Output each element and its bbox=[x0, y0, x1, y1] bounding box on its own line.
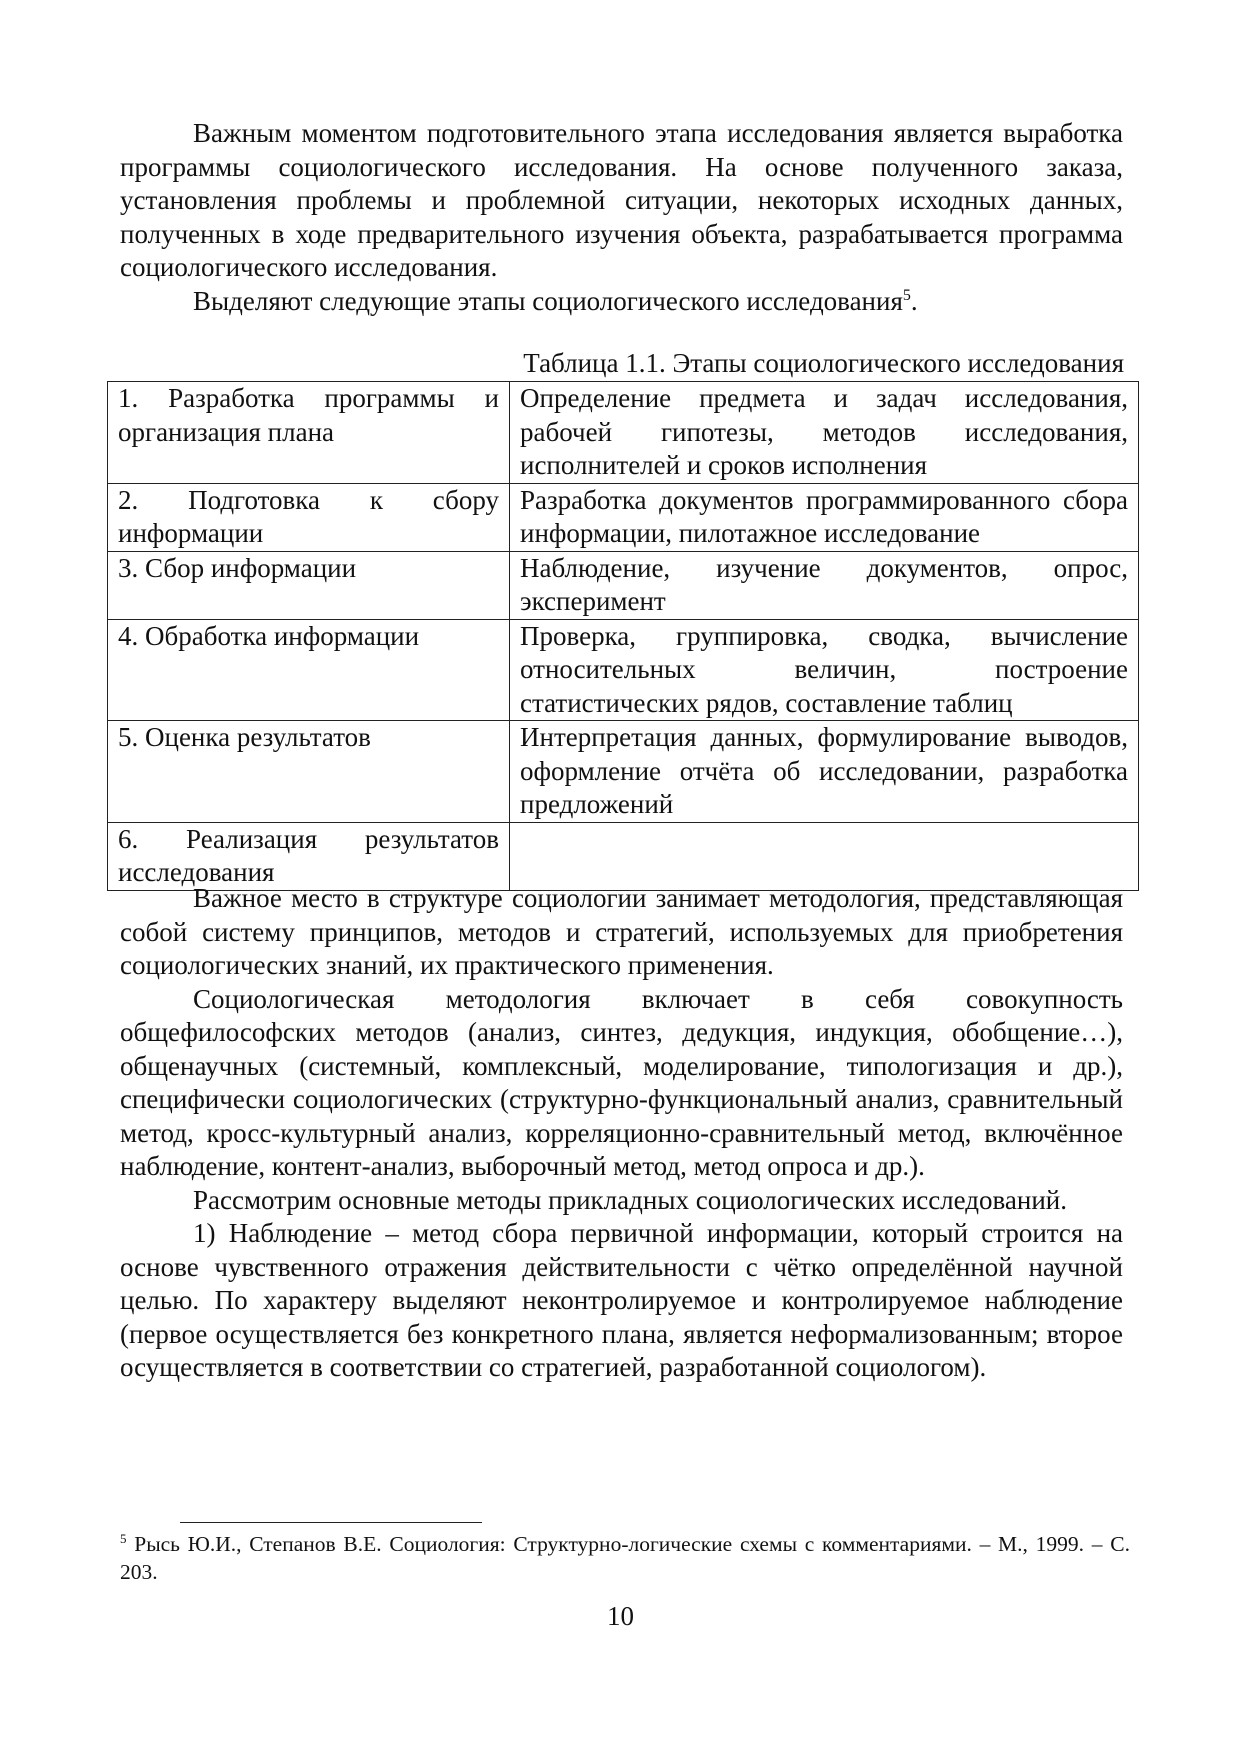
paragraph-program-development: Важным моментом подготовительного этапа исследования является выработка программы социологического исследования. На основе полученного заказа, установления проблемы и проблемной ситуации, некоторых исходных данных, полученных в ходе предварительного изучения объекта, разрабатывается программа социологического исследования. bbox=[120, 118, 1123, 282]
table-cell-stage: 5. Оценка результатов bbox=[108, 721, 510, 823]
table-caption: Таблица 1.1. Этапы социологического исследования bbox=[523, 348, 1124, 378]
paragraph-stages-intro bbox=[120, 285, 1123, 319]
footnote-divider bbox=[180, 1522, 482, 1523]
table-row bbox=[108, 721, 1139, 823]
table-cell-stage: 2. Подготовка к сбору информации bbox=[108, 483, 510, 551]
table-cell-stage: 3. Сбор информации bbox=[108, 551, 510, 619]
paragraph-sociological-methodology: Социологическая методология включает в себя совокупность общефилософских методов (анализ, синтез, дедукция, индукция, обобщение…), общенаучных (системный, комплексный, моделирование, типологизация и др.), специфически социологических (структурно-функциональный анализ, сравнительный метод, кросс-культурный анализ, корреляционно-сравнительный метод, включённое наблюдение, контент-анализ, выборочный метод, метод опроса и др.). bbox=[120, 983, 1123, 1181]
footnote bbox=[120, 1530, 1130, 1586]
footnote-mark: 5 bbox=[120, 1530, 127, 1546]
page-number: 10 bbox=[607, 1601, 634, 1631]
table-row bbox=[108, 822, 1139, 890]
stages-table bbox=[107, 381, 1139, 891]
stages-intro-text: Выделяют следующие этапы социологического исследования bbox=[193, 285, 903, 316]
paragraph-applied-methods: Рассмотрим основные методы прикладных социологических исследований. bbox=[193, 1184, 1067, 1215]
table-row bbox=[108, 382, 1139, 484]
table-row bbox=[108, 551, 1139, 619]
table-row bbox=[108, 483, 1139, 551]
table-cell-content: Интерпретация данных, формулирование выводов, оформление отчёта об исследовании, разработка предложений bbox=[510, 721, 1139, 823]
table-cell-stage: 6. Реализация результатов исследования bbox=[108, 822, 510, 890]
table-cell-content: Проверка, группировка, сводка, вычисление относительных величин, построение статистических рядов, составление таблиц bbox=[510, 619, 1139, 721]
paragraph-observation: 1) Наблюдение – метод сбора первичной информации, который строится на основе чувственного отражения действительности с чётко определённой научной целью. По характеру выделяют неконтролируемое и контролируемое наблюдение (первое осуществляется без конкретного плана, является неформализованным; второе осуществляется в соответствии со стратегией, разработанной социологом). bbox=[120, 1218, 1123, 1382]
table-cell-content: Разработка документов программированного сбора информации, пилотажное исследование bbox=[510, 483, 1139, 551]
paragraph-methodology: Важное место в структуре социологии занимает методология, представляющая собой систему принципов, методов и стратегий, используемых для приобретения социологических знаний, их практического применения. bbox=[120, 883, 1123, 980]
table-row bbox=[108, 619, 1139, 721]
table-cell-stage: 1. Разработка программы и организация плана bbox=[108, 382, 510, 484]
table-cell-content: Определение предмета и задач исследования, рабочей гипотезы, методов исследования, исполнителей и сроков исполнения bbox=[510, 382, 1139, 484]
body-text-top bbox=[120, 117, 1123, 318]
table-cell-content: Наблюдение, изучение документов, опрос, эксперимент bbox=[510, 551, 1139, 619]
table-cell-stage: 4. Обработка информации bbox=[108, 619, 510, 721]
table-cell-content bbox=[510, 822, 1139, 890]
body-text-bottom bbox=[120, 882, 1123, 1385]
footnote-text: Рысь Ю.И., Степанов В.Е. Социология: Структурно-логические схемы с комментариями. – М., 1999. – С. 203. bbox=[120, 1532, 1130, 1584]
footnote-reference[interactable]: 5 bbox=[902, 286, 911, 304]
stages-intro-end: . bbox=[910, 285, 918, 316]
